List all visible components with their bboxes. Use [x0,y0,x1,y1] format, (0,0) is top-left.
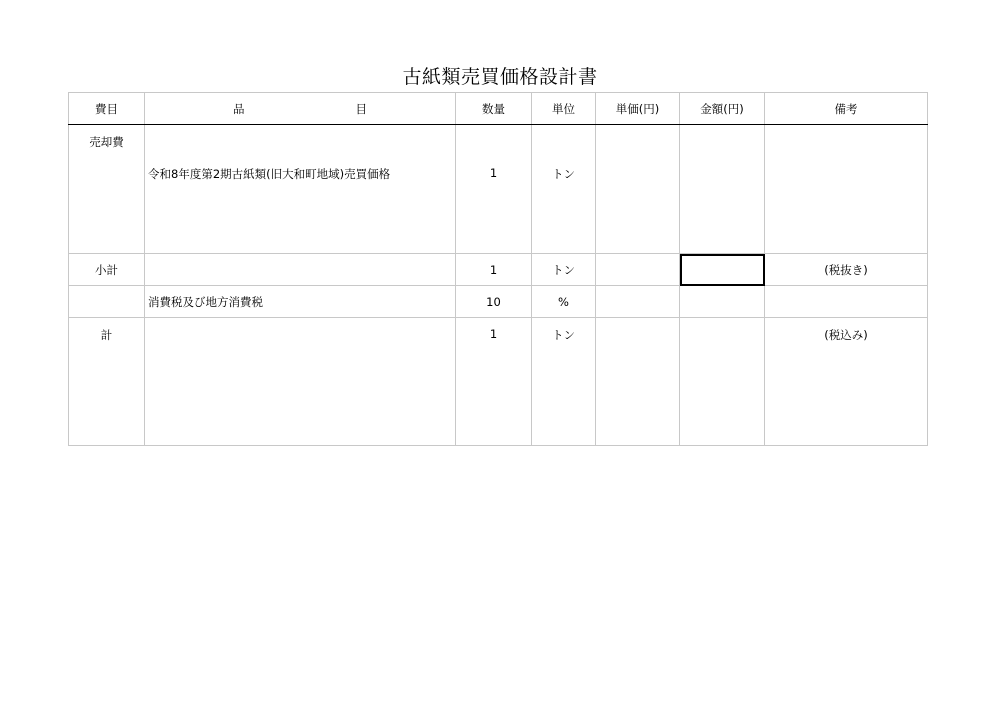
header-quantity: 数量 [456,93,532,125]
cell-himoku-sale[interactable]: 売却費 [69,125,145,254]
table-row-total [69,318,928,446]
cell-remarks-sale[interactable] [765,125,928,254]
cell-unit-tax[interactable]: % [532,286,596,318]
cell-item-total[interactable] [145,318,456,446]
cell-unit-price-tax[interactable] [596,286,680,318]
cell-amount-sale[interactable] [680,125,765,254]
header-unit: 単位 [532,93,596,125]
header-hinmoku [145,93,456,125]
table-row-subtotal [69,254,928,286]
cell-himoku-subtotal[interactable]: 小計 [69,254,145,286]
table-row-sale [69,125,928,254]
cell-item-sale[interactable] [145,125,456,254]
header-unit-price: 単価(円) [596,93,680,125]
cell-amount-subtotal-selected[interactable] [680,254,765,286]
cell-unit-total[interactable]: トン [532,318,596,446]
page-title: 古紙類売買価格設計書 [402,66,598,88]
cell-unit-price-total[interactable] [596,318,680,446]
header-row [69,93,928,125]
header-himoku: 費目 [69,93,145,125]
unit-text-sale: トン [552,167,575,181]
cell-himoku-tax[interactable] [69,286,145,318]
cell-unit-price-subtotal[interactable] [596,254,680,286]
cell-remarks-total[interactable]: (税込み) [765,318,928,446]
cell-remarks-tax[interactable] [765,286,928,318]
cell-quantity-total[interactable]: 1 [456,318,532,446]
cell-unit-price-sale[interactable] [596,125,680,254]
cell-himoku-total[interactable]: 計 [69,318,145,446]
header-hinmoku-left: 品 [233,101,245,116]
cell-quantity-sale[interactable] [456,125,532,254]
cell-remarks-subtotal[interactable]: (税抜き) [765,254,928,286]
cell-quantity-tax[interactable]: 10 [456,286,532,318]
cell-item-subtotal[interactable] [145,254,456,286]
cell-unit-sale[interactable] [532,125,596,254]
header-amount: 金額(円) [680,93,765,125]
cell-unit-subtotal[interactable]: トン [532,254,596,286]
header-hinmoku-right: 目 [355,101,367,116]
cell-amount-tax[interactable] [680,286,765,318]
cell-item-tax[interactable]: 消費税及び地方消費税 [145,286,456,318]
item-text-sale: 令和8年度第2期古紙類(旧大和町地域)売買価格 [148,167,391,181]
cell-quantity-subtotal[interactable]: 1 [456,254,532,286]
header-remarks: 備考 [765,93,928,125]
price-design-table [68,92,928,446]
cell-amount-total[interactable] [680,318,765,446]
table-row-tax [69,286,928,318]
quantity-text-sale: 1 [489,166,498,180]
